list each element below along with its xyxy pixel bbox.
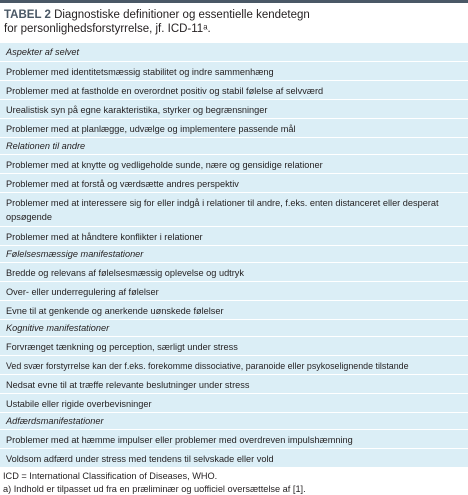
table-row: Problemer med at fastholde en overordnet positiv og stabil følelse af selvværd — [0, 80, 468, 99]
table-row: Bredde og relevans af følelsesmæssig oplevelse og udtryk — [0, 262, 468, 281]
section-heading-behavioral: Adfærdsmanifestationer — [0, 412, 468, 429]
table-row: Problemer med at planlægge, udvælge og implementere passende mål — [0, 118, 468, 137]
table-row: Problemer med at håndtere konflikter i relationer — [0, 226, 468, 245]
table-row: Nedsat evne til at træffe relevante beslutninger under stress — [0, 374, 468, 393]
table-row: Ved svær forstyrrelse kan der f.eks. forekomme dissociative, paranoide eller psykoselignende tilstande — [0, 355, 468, 374]
table-row: Problemer med at forstå og værdsætte andres perspektiv — [0, 173, 468, 192]
top-rule — [0, 0, 468, 3]
table-row: Problemer med at knytte og vedligeholde sunde, nære og gensidige relationer — [0, 154, 468, 173]
section-heading-relations: Relationen til andre — [0, 137, 468, 154]
table-row: Problemer med at hæmme impulser eller problemer med overdreven impulshæmning — [0, 429, 468, 448]
footnote-abbrev: ICD = International Classification of Diseases, WHO. — [3, 471, 218, 481]
table-row: Ustabile eller rigide overbevisninger — [0, 393, 468, 412]
table-body — [0, 43, 468, 467]
table-title — [4, 8, 464, 36]
table-row: Over- eller underregulering af følelser — [0, 281, 468, 300]
table-row: Problemer med identitetsmæssig stabilitet og indre sammenhæng — [0, 61, 468, 80]
section-heading-cognitive: Kognitive manifestationer — [0, 319, 468, 336]
footnote-a: a) Indhold er tilpasset ud fra en præliminær og uofficiel oversættelse af [1]. — [3, 484, 306, 494]
table-row: Forvrænget tænkning og perception, særligt under stress — [0, 336, 468, 355]
table-title-line1: Diagnostiske definitioner og essentielle kendetegn — [54, 9, 310, 21]
section-heading-self: Aspekter af selvet — [6, 47, 80, 57]
table-label: TABEL 2 — [4, 9, 51, 21]
table-row: Voldsom adfærd under stress med tendens til selvskade eller vold — [0, 448, 468, 467]
section-heading-emotional: Følelsesmæssige manifestationer — [0, 245, 468, 262]
table-title-line2: for personlighedsforstyrrelse, jf. ICD-11ᵃ. — [4, 23, 211, 35]
table-row: Evne til at genkende og anerkende uønskede følelser — [0, 300, 468, 319]
table-row: Problemer med at interessere sig for eller indgå i relationer til andre, f.eks. enten distanceret eller desperat opsøgende — [0, 192, 468, 226]
table-row: Urealistisk syn på egne karakteristika, styrker og begrænsninger — [0, 99, 468, 118]
